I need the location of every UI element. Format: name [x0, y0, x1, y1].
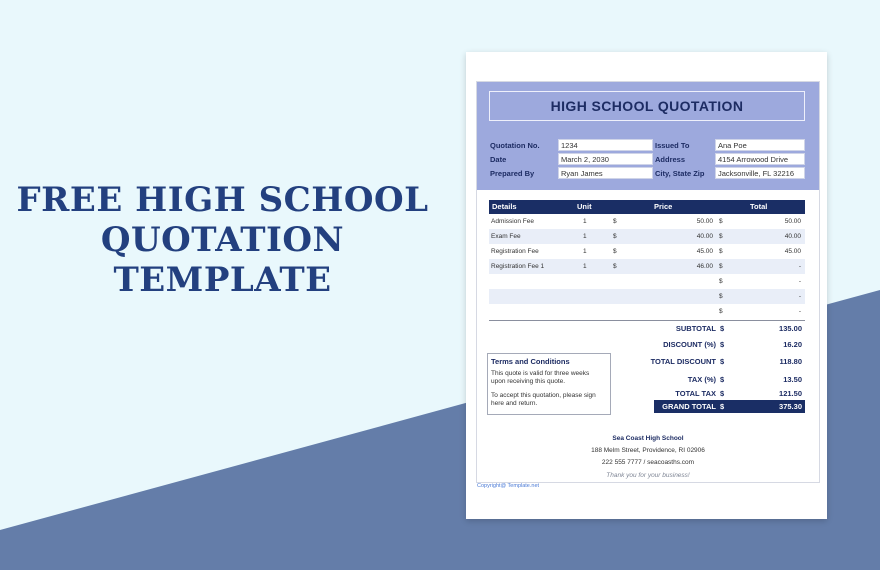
row-price: 40.00 — [696, 233, 713, 240]
document-title: HIGH SCHOOL QUOTATION — [489, 91, 805, 121]
row-total: - — [798, 263, 801, 270]
address-label: Address — [655, 155, 686, 164]
quotation-no-value: 1234 — [558, 139, 653, 151]
row-total-currency: $ — [719, 293, 723, 300]
issued-to-label: Issued To — [655, 141, 690, 150]
subtotal-label: SUBTOTAL — [675, 324, 716, 333]
terms-line-1: This quote is valid for three weeks upon receiving this quote. — [491, 370, 590, 385]
header-total: Total — [750, 202, 768, 211]
row-total-currency: $ — [719, 308, 723, 315]
address-value: 4154 Arrowood Drive — [715, 153, 805, 165]
table-row — [489, 244, 805, 259]
row-unit: 1 — [583, 218, 587, 225]
terms-box — [487, 353, 611, 415]
row-total: 50.00 — [784, 218, 801, 225]
headline-line-1: FREE HIGH SCHOOL — [16, 180, 429, 220]
footer-company: Sea Coast High School — [612, 435, 684, 442]
prepared-by-label: Prepared By — [490, 169, 535, 178]
grand-total-label: GRAND TOTAL — [662, 402, 716, 411]
row-total: - — [798, 278, 801, 285]
city-value: Jacksonville, FL 32216 — [715, 167, 805, 179]
header-unit: Unit — [577, 202, 592, 211]
row-price-currency: $ — [613, 263, 617, 270]
total-discount-currency: $ — [720, 357, 725, 366]
tax-currency: $ — [720, 375, 725, 384]
row-details: Registration Fee 1 — [491, 263, 545, 270]
date-label: Date — [490, 155, 507, 164]
discount-currency: $ — [720, 340, 725, 349]
table-row — [489, 214, 805, 229]
subtotal-currency: $ — [720, 324, 725, 333]
quotation-document — [476, 81, 820, 489]
row-unit: 1 — [583, 248, 587, 255]
tax-value: 13.50 — [783, 375, 802, 384]
table-divider — [489, 320, 805, 321]
quotation-no-label: Quotation No. — [490, 141, 540, 150]
row-total-currency: $ — [719, 218, 723, 225]
prepared-by-value: Ryan James — [558, 167, 653, 179]
total-tax-label: TOTAL TAX — [675, 389, 716, 398]
total-discount-value: 118.80 — [779, 357, 802, 366]
footer-thanks: Thank you for your business! — [606, 472, 690, 479]
row-unit: 1 — [583, 263, 587, 270]
row-details: Registration Fee — [491, 248, 539, 255]
subtotal-value: 135.00 — [779, 324, 802, 333]
row-price-currency: $ — [613, 218, 617, 225]
table-header — [489, 200, 805, 214]
header-band — [477, 82, 819, 190]
row-total-currency: $ — [719, 263, 723, 270]
row-total: 45.00 — [784, 248, 801, 255]
headline-line-2: QUOTATION TEMPLATE — [100, 220, 345, 300]
row-total: - — [798, 308, 801, 315]
footer-address: 188 Melm Street, Providence, RI 02906 — [591, 447, 705, 454]
table-row — [489, 304, 805, 319]
row-total-currency: $ — [719, 233, 723, 240]
row-total-currency: $ — [719, 278, 723, 285]
row-details: Exam Fee — [491, 233, 521, 240]
tax-label: TAX (%) — [687, 375, 716, 384]
grand-total-currency: $ — [720, 402, 725, 411]
city-label: City, State Zip — [655, 169, 705, 178]
terms-title: Terms and Conditions — [491, 357, 570, 366]
row-unit: 1 — [583, 233, 587, 240]
issued-to-value: Ana Poe — [715, 139, 805, 151]
date-value: March 2, 2030 — [558, 153, 653, 165]
footer-contact: 222 555 7777 / seacoasths.com — [601, 459, 695, 466]
table-row — [489, 274, 805, 289]
row-total: - — [798, 293, 801, 300]
row-price: 45.00 — [696, 248, 713, 255]
table-row — [489, 289, 805, 304]
total-tax-currency: $ — [720, 389, 725, 398]
header-price: Price — [654, 202, 673, 211]
header-details: Details — [492, 202, 517, 211]
row-total-currency: $ — [719, 248, 723, 255]
copyright-link[interactable]: Copyright@ Template.net — [477, 483, 540, 489]
table-row — [489, 229, 805, 244]
row-price: 46.00 — [696, 263, 713, 270]
row-price-currency: $ — [613, 233, 617, 240]
discount-label: DISCOUNT (%) — [663, 340, 716, 349]
table-row — [489, 259, 805, 274]
row-price: 50.00 — [696, 218, 713, 225]
row-details: Admission Fee — [491, 218, 534, 225]
total-tax-value: 121.50 — [779, 389, 802, 398]
discount-value: 16.20 — [783, 340, 802, 349]
terms-line-2: To accept this quotation, please sign here and return. — [491, 392, 596, 407]
grand-total-value: 375.30 — [779, 402, 802, 411]
row-total: 40.00 — [784, 233, 801, 240]
total-discount-label: TOTAL DISCOUNT — [650, 357, 716, 366]
row-price-currency: $ — [613, 248, 617, 255]
